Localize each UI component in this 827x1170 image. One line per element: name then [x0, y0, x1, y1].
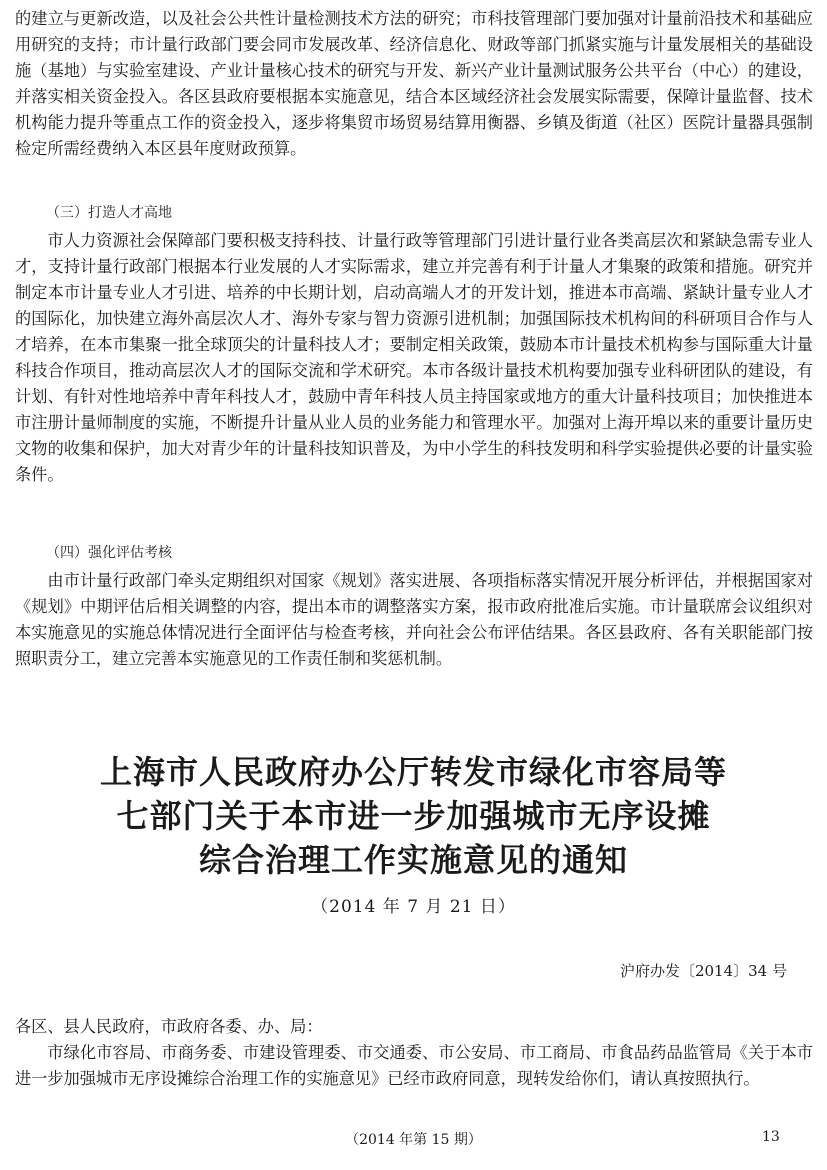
- document-title: [0, 750, 827, 882]
- section-three-heading: （三）打造人才高地: [46, 205, 172, 221]
- notice-paragraph-block: [15, 1040, 813, 1092]
- title-line-2: 七部门关于本市进一步加强城市无序设摊: [116, 797, 711, 835]
- page-number: 13: [762, 1129, 780, 1145]
- footer-issue: （2014 年第 15 期）: [345, 1132, 482, 1148]
- funding-paragraph-block: [15, 6, 813, 162]
- talent-paragraph: 市人力资源社会保障部门要积极支持科技、计量行政等管理部门引进计量行业各类高层次和紧缺急需专业人才，支持计量行政部门根据本行业发展的人才实际需求，建立并完善有利于计量人才集聚的政策和措施。研究并制定本市计量专业人才引进、培养的中长期计划，启动高端人才的开发计划，推进本市高端、紧缺计量专业人才的国际化，加快建立海外高层次人才、海外专家与智力资源引进机制；加强国际技术机构间的科研项目合作与人才培养，在本市集聚一批全球顶尖的计量科技人才；要制定相关政策，鼓励本市计量技术机构参与国际重大计量科技合作项目，推动高层次人才的国际交流和学术研究。本市各级计量技术机构要加强专业科研团队的建设，有计划、有针对性地培养中青年科技人才，鼓励中青年科技人员主持国家或地方的重大计量科技项目；加快推进本市注册计量师制度的实施，不断提升计量从业人员的业务能力和管理水平。加强对上海开埠以来的重要计量历史文物的收集和保护，加大对青少年的计量科技知识普及，为中小学生的科技发明和科学实验提供必要的计量实验条件。: [15, 231, 813, 484]
- title-line-1: 上海市人民政府办公厅转发市绿化市容局等: [99, 753, 727, 791]
- talent-paragraph-block: [15, 228, 813, 488]
- title-line-3: 综合治理工作实施意见的通知: [198, 841, 628, 879]
- funding-paragraph: 的建立与更新改造，以及社会公共性计量检测技术方法的研究；市科技管理部门要加强对计量前沿技术和基础应用研究的支持；市计量行政部门要会同市发展改革、经济信息化、财政等部门抓紧实施与计量发展相关的基础设施（基地）与实验室建设、产业计量核心技术的研究与开发、新兴产业计量测试服务公共平台（中心）的建设，并落实相关资金投入。各区县政府要根据本实施意见，结合本区域经济社会发展实际需要，保障计量监督、技术机构能力提升等重点工作的资金投入，逐步将集贸市场贸易结算用衡器、乡镇及街道（社区）医院计量器具强制检定所需经费纳入本区县年度财政预算。: [15, 9, 813, 158]
- document-date: （2014 年 7 月 21 日）: [311, 897, 516, 917]
- document-number: 沪府办发〔2014〕34 号: [619, 962, 787, 980]
- assessment-paragraph: 由市计量行政部门牵头定期组织对国家《规划》落实进展、各项指标落实情况开展分析评估，并根据国家对《规划》中期评估后相关调整的内容，提出本市的调整落实方案，报市政府批准后实施。市计量联席会议组织对本实施意见的实施总体情况进行全面评估与检查考核，并向社会公布评估结果。各区县政府、各有关职能部门按照职责分工，建立完善本实施意见的工作责任制和奖惩机制。: [15, 571, 813, 668]
- recipients-line: 各区、县人民政府，市政府各委、办、局：: [15, 1017, 323, 1036]
- notice-paragraph: 市绿化市容局、市商务委、市建设管理委、市交通委、市公安局、市工商局、市食品药品监管局《关于本市进一步加强城市无序设摊综合治理工作的实施意见》已经市政府同意，现转发给你们，请认真按照执行。: [15, 1043, 813, 1088]
- section-four-heading: （四）强化评估考核: [46, 545, 172, 561]
- assessment-paragraph-block: [15, 568, 813, 672]
